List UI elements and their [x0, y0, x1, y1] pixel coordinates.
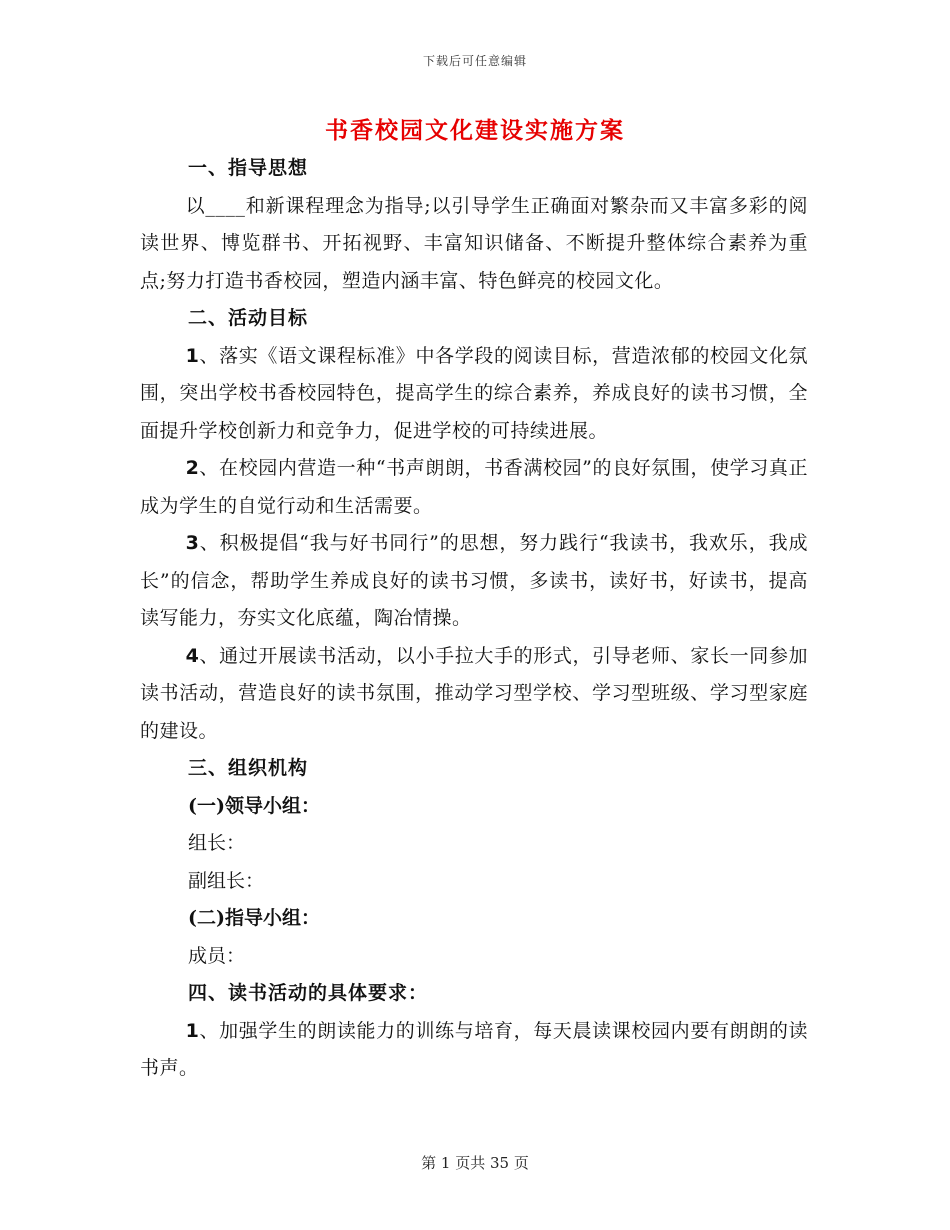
goal-text: 、在校园内营造一种“书声朗朗，书香满校园”的良好氛围，使学习真正成为学生的自觉行动和生活需要。 — [140, 457, 808, 517]
goal-item-1 — [140, 338, 808, 451]
goal-item-3 — [140, 525, 808, 638]
section-heading-requirements: 四、读书活动的具体要求： — [188, 982, 429, 1004]
page-footer: 第 1 页共 35 页 — [421, 1154, 529, 1172]
goal-number: 1 — [185, 344, 200, 367]
paragraph-guiding-ideology: 以____和新课程理念为指导;以引导学生正确面对繁杂而又丰富多彩的阅读世界、博览群书、开拓视野、丰富知识储备、不断提升整体综合素养为重点;努力打造书香校园，塑造内涵丰富、特色鲜亮的校园文化。 — [140, 194, 808, 292]
section-heading-activity-goals: 二、活动目标 — [188, 307, 309, 329]
goal-item-2 — [140, 450, 808, 525]
goal-number: 4 — [185, 644, 200, 667]
document-body — [140, 150, 808, 1088]
goal-text: 、落实《语文课程标准》中各学段的阅读目标，营造浓郁的校园文化氛围，突出学校书香校园特色，提高学生的综合素养，养成良好的读书习惯，全面提升学校创新力和竞争力，促进学校的可持续进展。 — [140, 344, 808, 442]
goal-item-4 — [140, 638, 808, 751]
vice-leader-line: 副组长： — [188, 869, 265, 892]
requirement-number: 1 — [185, 1019, 200, 1042]
subheading-guidance-group: (二)指导小组： — [188, 907, 320, 929]
leader-line: 组长： — [188, 832, 246, 854]
document-title: 书香校园文化建设实施方案 — [325, 117, 625, 144]
header-note: 下载后可任意编辑 — [422, 54, 527, 68]
goal-text: 、通过开展读书活动，以小手拉大手的形式，引导老师、家长一同参加读书活动，营造良好的读书氛围，推动学习型学校、学习型班级、学习型家庭的建设。 — [140, 644, 808, 742]
requirement-item-1 — [140, 1013, 808, 1088]
subheading-leading-group: (一)领导小组： — [188, 794, 320, 817]
section-heading-organization: 三、组织机构 — [188, 757, 309, 779]
goal-number: 3 — [185, 532, 200, 554]
requirement-text: 、加强学生的朗读能力的训练与培育，每天晨读课校园内要有朗朗的读书声。 — [140, 1019, 808, 1079]
section-heading-guiding-ideology: 一、指导思想 — [188, 157, 309, 179]
goal-text: 、积极提倡“我与好书同行”的思想，努力践行“我读书，我欢乐，我成长”的信念，帮助学生养成良好的读书习惯，多读书，读好书，好读书，提高读写能力，夯实文化底蕴，陶冶情操。 — [140, 532, 808, 629]
members-line: 成员： — [188, 944, 246, 967]
goal-number: 2 — [185, 457, 200, 479]
